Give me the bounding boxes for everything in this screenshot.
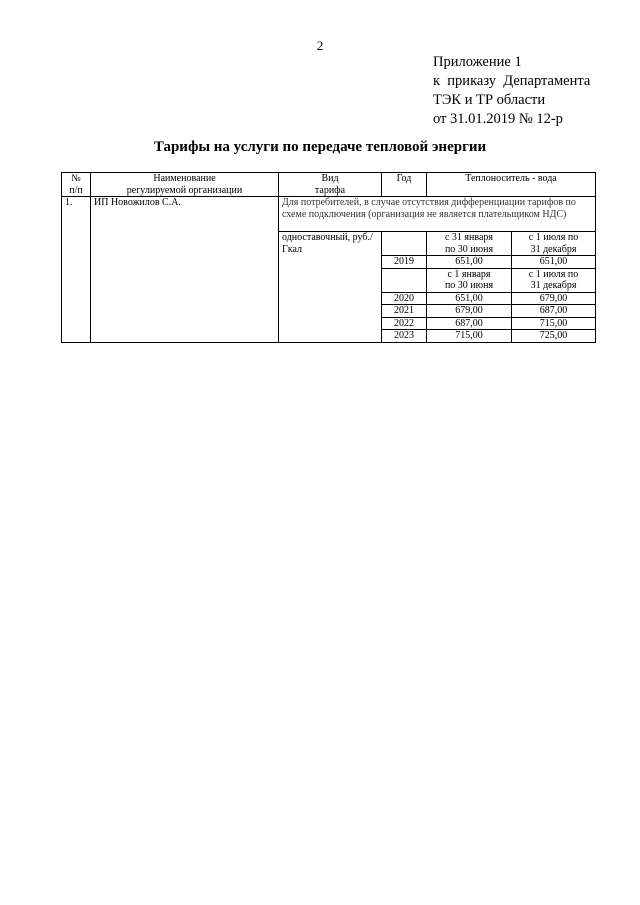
document-title: Тарифы на услуги по передаче тепловой энергии [153,139,487,155]
cell-period-2019-second: с 1 июля по 31 декабря [512,232,596,256]
cell-tariff-second-half: 679,00 [512,292,596,305]
table-header-row [62,173,596,197]
cell-row-number: 1. [62,197,91,343]
appendix-line-3: ТЭК и ТР области [433,92,546,108]
header-tariff-type: Вид тарифа [279,173,382,197]
cell-period-2019-first: с 31 января по 30 июня [427,232,512,256]
cell-tariff-first-half: 687,00 [427,317,512,330]
tariff-table [61,172,596,343]
cell-organization: ИП Новожилов С.А. [91,197,279,343]
cell-year: 2020 [382,292,427,305]
cell-year: 2021 [382,305,427,318]
cell-tariff-first-half: 715,00 [427,330,512,343]
cell-year: 2019 [382,256,427,269]
appendix-line-1: Приложение 1 [433,54,522,70]
appendix-block [433,53,590,129]
cell-tariff-second-half: 715,00 [512,317,596,330]
cell-tariff-first-half: 651,00 [427,292,512,305]
header-heat-carrier: Теплоноситель - вода [427,173,596,197]
cell-tariff-first-half: 651,00 [427,256,512,269]
header-organization: Наименование регулируемой организации [91,173,279,197]
cell-year-blank-1 [382,232,427,256]
cell-tariff-type: одноставочный, руб./Гкал [279,232,382,343]
cell-year: 2022 [382,317,427,330]
cell-tariff-first-half: 679,00 [427,305,512,318]
cell-year-blank-2 [382,268,427,292]
cell-tariff-second-half: 651,00 [512,256,596,269]
table-row-note [62,197,596,232]
header-number: № п/п [62,173,91,197]
page-number: 2 [316,38,324,53]
cell-consumer-note: Для потребителей, в случае отсутствия дифференциации тарифов по схеме подключения (организация не является плательщиком НДС) [279,197,596,232]
cell-tariff-second-half: 687,00 [512,305,596,318]
cell-period-later-first: с 1 января по 30 июня [427,268,512,292]
cell-period-later-second: с 1 июля по 31 декабря [512,268,596,292]
cell-tariff-second-half: 725,00 [512,330,596,343]
cell-year: 2023 [382,330,427,343]
appendix-line-2: к приказу Департамента [433,73,591,89]
header-year: Год [382,173,427,197]
appendix-line-4: от 31.01.2019 № 12-р [433,111,563,127]
